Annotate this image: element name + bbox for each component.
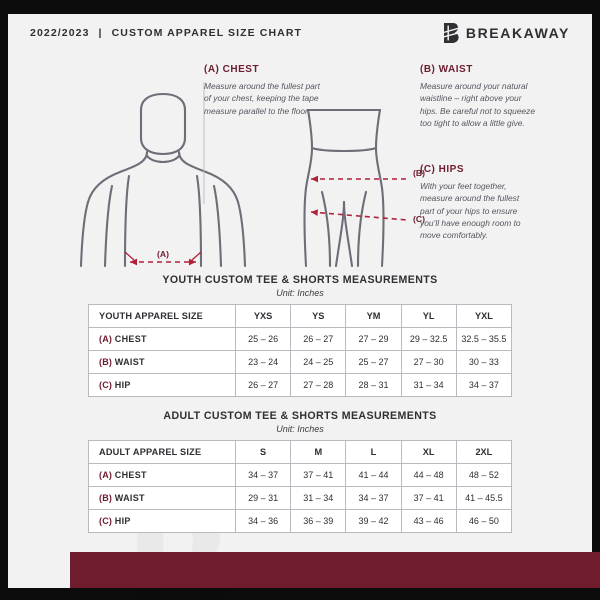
- adult-row-2-name: HIP: [114, 516, 131, 526]
- table-row: [89, 464, 512, 487]
- footer-accent-bar: [70, 552, 600, 588]
- adult-section: [88, 410, 512, 533]
- callout-waist-name: WAIST: [438, 64, 473, 75]
- youth-cell-1-4: 30 – 33: [456, 351, 511, 374]
- adult-cell-0-0: 34 – 37: [236, 464, 291, 487]
- youth-cell-2-1: 27 – 28: [291, 374, 346, 397]
- youth-row-0-label: [89, 328, 236, 351]
- adult-cell-1-3: 37 – 41: [401, 487, 456, 510]
- brand-lockup: [441, 22, 570, 44]
- table-row: [89, 374, 512, 397]
- youth-size-col-1: YS: [291, 305, 346, 328]
- youth-section: [88, 274, 512, 397]
- adult-size-col-0: S: [236, 441, 291, 464]
- youth-size-col-2: YM: [346, 305, 401, 328]
- callout-waist-body: Measure around your natural waistline – right above your hips. Be careful not to squeeze too tight to allow a little give.: [420, 81, 535, 128]
- youth-cell-0-1: 26 – 27: [291, 328, 346, 351]
- youth-size-table: [88, 304, 512, 397]
- youth-row-1-name: WAIST: [114, 357, 145, 367]
- measurement-diagram: [8, 52, 592, 270]
- adult-size-table: [88, 440, 512, 533]
- adult-cell-1-1: 31 – 34: [291, 487, 346, 510]
- callout-chest-body: Measure around the fullest part of your chest, keeping the tape measure parallel to the floor: [204, 81, 320, 116]
- adult-cell-2-3: 43 – 46: [401, 510, 456, 533]
- bottom-frame-band: [0, 588, 600, 600]
- adult-cell-2-2: 39 – 42: [346, 510, 401, 533]
- table-row: [89, 351, 512, 374]
- adult-cell-0-4: 48 – 52: [456, 464, 511, 487]
- adult-section-title: ADULT CUSTOM TEE & SHORTS MEASUREMENTS: [163, 410, 437, 422]
- youth-section-title: YOUTH CUSTOM TEE & SHORTS MEASUREMENTS: [162, 274, 438, 286]
- breakaway-b-logo-icon: [441, 22, 459, 44]
- adult-row-1-letter: (B): [99, 493, 113, 503]
- callout-chest-name: CHEST: [222, 64, 260, 75]
- adult-cell-1-4: 41 – 45.5: [456, 487, 511, 510]
- adult-cell-0-3: 44 – 48: [401, 464, 456, 487]
- youth-cell-1-3: 27 – 30: [401, 351, 456, 374]
- waist-marker-label: (B): [413, 168, 425, 178]
- youth-cell-0-0: 25 – 26: [236, 328, 291, 351]
- table-row: [89, 510, 512, 533]
- adult-cell-0-2: 41 – 44: [346, 464, 401, 487]
- youth-size-header: YOUTH APPAREL SIZE: [89, 305, 236, 328]
- youth-cell-1-0: 23 – 24: [236, 351, 291, 374]
- youth-cell-1-1: 24 – 25: [291, 351, 346, 374]
- table-row: [89, 487, 512, 510]
- top-frame-band: [0, 0, 600, 14]
- youth-row-0-letter: (A): [99, 334, 113, 344]
- youth-size-col-4: YXL: [456, 305, 511, 328]
- youth-section-unit: Unit: Inches: [276, 288, 324, 298]
- youth-row-2-name: HIP: [114, 380, 131, 390]
- youth-row-2-letter: (C): [99, 380, 113, 390]
- chest-marker-label: (A): [157, 249, 169, 259]
- callout-hips-body: With your feet together, measure around the fullest part of your hips to ensure you’ll have enough room to move comfortably.: [420, 181, 521, 241]
- callout-chest-letter: (A): [204, 64, 220, 75]
- header-separator: |: [98, 27, 103, 39]
- youth-cell-0-4: 32.5 – 35.5: [456, 328, 511, 351]
- youth-cell-2-2: 28 – 31: [346, 374, 401, 397]
- youth-row-0-name: CHEST: [114, 334, 147, 344]
- brand-name: BREAKAWAY: [465, 25, 570, 41]
- left-frame-band: [0, 0, 8, 600]
- adult-row-1-label: [89, 487, 236, 510]
- youth-size-col-3: YL: [401, 305, 456, 328]
- youth-cell-2-4: 34 – 37: [456, 374, 511, 397]
- youth-cell-2-3: 31 – 34: [401, 374, 456, 397]
- adult-size-col-3: XL: [401, 441, 456, 464]
- adult-size-col-1: M: [291, 441, 346, 464]
- callout-hips-title: [420, 164, 532, 176]
- adult-row-1-name: WAIST: [114, 493, 145, 503]
- adult-cell-0-1: 37 – 41: [291, 464, 346, 487]
- callout-hips-name: HIPS: [438, 164, 465, 175]
- youth-cell-2-0: 26 – 27: [236, 374, 291, 397]
- right-frame-band: [592, 0, 600, 600]
- table-header-row: [89, 305, 512, 328]
- document-header: [8, 14, 592, 52]
- adult-row-0-name: CHEST: [114, 470, 147, 480]
- callout-chest-title: [204, 64, 324, 76]
- adult-size-col-2: L: [346, 441, 401, 464]
- adult-cell-2-0: 34 – 36: [236, 510, 291, 533]
- youth-size-col-0: YXS: [236, 305, 291, 328]
- adult-cell-2-4: 46 – 50: [456, 510, 511, 533]
- season-label: 2022/2023: [30, 27, 90, 39]
- adult-row-0-letter: (A): [99, 470, 113, 480]
- callout-chest: [204, 64, 324, 117]
- callout-waist-letter: (B): [420, 64, 436, 75]
- adult-section-unit: Unit: Inches: [276, 424, 324, 434]
- callout-hips: [420, 164, 532, 241]
- callout-waist: [420, 64, 538, 129]
- callout-waist-title: [420, 64, 538, 76]
- youth-cell-0-3: 29 – 32.5: [401, 328, 456, 351]
- adult-row-2-label: [89, 510, 236, 533]
- adult-size-col-4: 2XL: [456, 441, 511, 464]
- youth-cell-0-2: 27 – 29: [346, 328, 401, 351]
- youth-cell-1-2: 25 – 27: [346, 351, 401, 374]
- youth-row-2-label: [89, 374, 236, 397]
- adult-cell-2-1: 36 – 39: [291, 510, 346, 533]
- waist-measure-line: [311, 176, 407, 183]
- table-row: [89, 328, 512, 351]
- adult-cell-1-0: 29 – 31: [236, 487, 291, 510]
- table-header-row: [89, 441, 512, 464]
- header-title-group: [30, 27, 302, 39]
- youth-row-1-label: [89, 351, 236, 374]
- youth-row-1-letter: (B): [99, 357, 113, 367]
- adult-row-2-letter: (C): [99, 516, 113, 526]
- page-title: CUSTOM APPAREL SIZE CHART: [111, 27, 303, 39]
- adult-row-0-label: [89, 464, 236, 487]
- adult-cell-1-2: 34 – 37: [346, 487, 401, 510]
- callout-hips-letter: (C): [420, 164, 436, 175]
- hip-marker-label: (C): [413, 214, 425, 224]
- adult-size-header: ADULT APPAREL SIZE: [89, 441, 236, 464]
